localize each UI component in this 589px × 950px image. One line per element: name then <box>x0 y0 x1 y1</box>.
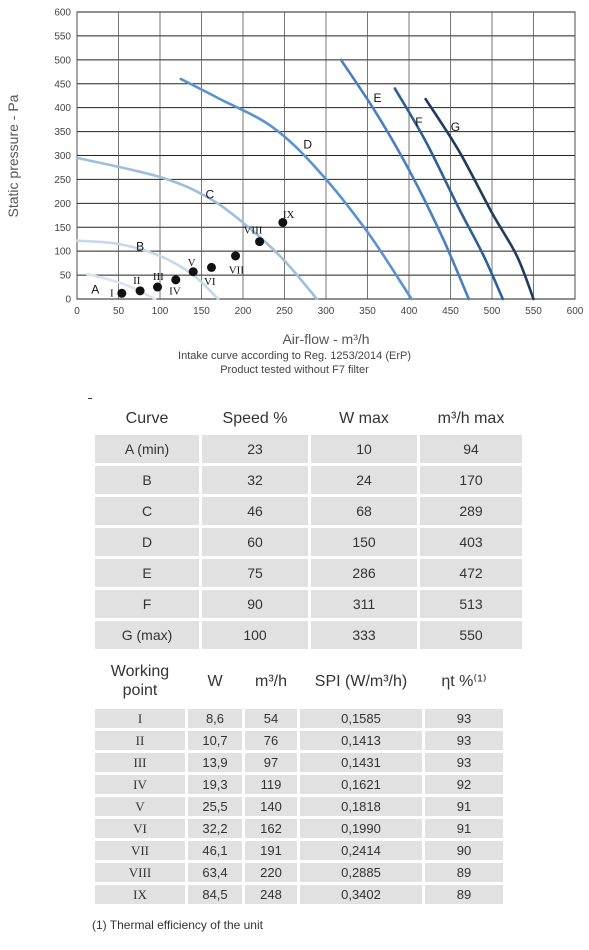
table-cell: 32,2 <box>188 819 242 838</box>
working-point-marker <box>117 289 126 298</box>
x-tick-label: 350 <box>359 306 376 317</box>
divider-tick <box>88 398 92 399</box>
working-point-marker <box>207 263 216 272</box>
table-cell: 0,1585 <box>300 709 422 728</box>
table-row <box>95 709 503 728</box>
curve-table-header-cell: m³/h max <box>420 405 522 432</box>
table-cell: 10 <box>311 435 417 463</box>
table-cell: 311 <box>311 590 417 618</box>
x-tick-label: 150 <box>193 306 210 317</box>
y-tick-label: 600 <box>54 7 71 19</box>
table-cell: 97 <box>245 753 297 772</box>
table-cell: 13,9 <box>188 753 242 772</box>
x-tick-label: 550 <box>525 306 542 317</box>
y-tick-label: 400 <box>54 103 71 115</box>
curve-table-header <box>95 405 522 432</box>
table-row <box>95 863 503 882</box>
table-row <box>95 435 522 463</box>
working-point-header-cell: Working point <box>95 656 185 706</box>
table-cell: II <box>95 731 185 750</box>
working-point-header-cell: ηt %⁽¹⁾ <box>425 656 503 706</box>
table-cell: B <box>95 466 199 494</box>
working-point-label: VI <box>203 275 216 288</box>
curve-label-a: A <box>91 282 100 297</box>
y-tick-label: 200 <box>54 198 71 210</box>
table-row <box>95 621 522 649</box>
table-cell: 76 <box>245 731 297 750</box>
x-tick-label: 500 <box>483 306 501 317</box>
table-cell: 0,2414 <box>300 841 422 860</box>
table-cell: IV <box>95 775 185 794</box>
table-cell: A (min) <box>95 435 199 463</box>
curve-label-e: E <box>373 91 382 106</box>
x-tick-label: 50 <box>112 306 125 317</box>
working-point-label: IV <box>169 285 181 298</box>
working-point-label: V <box>187 257 196 270</box>
y-tick-label: 300 <box>54 151 71 162</box>
table-row <box>95 797 503 816</box>
table-cell: 100 <box>202 621 308 649</box>
working-point-label: II <box>133 274 141 287</box>
y-axis-title: Static pressure - Pa <box>5 94 21 218</box>
x-tick-label: 450 <box>442 306 459 317</box>
x-tick-label: 300 <box>317 306 335 317</box>
table-cell: 10,7 <box>188 731 242 750</box>
table-cell: 46,1 <box>188 841 242 860</box>
table-cell: D <box>95 528 199 556</box>
table-cell: C <box>95 497 199 525</box>
table-row <box>95 466 522 494</box>
x-tick-label: 400 <box>400 306 418 317</box>
table-cell: VIII <box>95 863 185 882</box>
table-cell: 91 <box>425 797 503 816</box>
table-cell: 60 <box>202 528 308 556</box>
table-row <box>95 559 522 587</box>
table-cell: 248 <box>245 885 297 904</box>
y-tick-label: 550 <box>54 31 71 43</box>
y-tick-label: 100 <box>54 246 71 258</box>
x-tick-label: 200 <box>234 306 252 317</box>
table-cell: 0,2885 <box>300 863 422 882</box>
static-pressure-chart <box>0 0 589 380</box>
working-point-header-cell: m³/h <box>245 656 297 706</box>
working-point-marker <box>171 275 180 284</box>
table-cell: VII <box>95 841 185 860</box>
table-row <box>95 819 503 838</box>
table-cell: I <box>95 709 185 728</box>
table-cell: 550 <box>420 621 522 649</box>
working-point-marker <box>136 286 145 295</box>
y-tick-label: 50 <box>59 270 71 282</box>
table-cell: III <box>95 753 185 772</box>
y-tick-labels <box>54 8 71 306</box>
table-cell: 19,3 <box>188 775 242 794</box>
table-row <box>95 885 503 904</box>
y-tick-label: 250 <box>54 174 71 186</box>
y-tick-label: 350 <box>54 127 71 139</box>
curve-label-g: G <box>450 119 461 134</box>
working-point-header-cell: W <box>188 656 242 706</box>
table-cell: 54 <box>245 709 297 728</box>
table-row <box>95 841 503 860</box>
table-cell: 63,4 <box>188 863 242 882</box>
table-cell: 333 <box>311 621 417 649</box>
curve-table-header-cell: Curve <box>95 405 199 432</box>
working-point-label: IX <box>282 208 295 221</box>
table-cell: 92 <box>425 775 503 794</box>
table-cell: 93 <box>425 731 503 750</box>
table-cell: 25,5 <box>188 797 242 816</box>
working-point-header-cell: SPI (W/m³/h) <box>300 656 422 706</box>
table-cell: 94 <box>420 435 522 463</box>
working-point-marker <box>231 251 240 260</box>
table-cell: 89 <box>425 863 503 882</box>
working-point-label: I <box>110 287 114 300</box>
table-cell: 472 <box>420 559 522 587</box>
table-cell: 220 <box>245 863 297 882</box>
table-row <box>95 590 522 618</box>
x-tick-label: 100 <box>151 306 169 317</box>
working-point-table <box>92 653 506 907</box>
curve-label-b: B <box>136 239 145 254</box>
curve-label-f: F <box>415 115 423 130</box>
table-cell: 0,1621 <box>300 775 422 794</box>
table-cell: 289 <box>420 497 522 525</box>
table-row <box>95 775 503 794</box>
curve-table <box>92 402 525 652</box>
table-cell: 191 <box>245 841 297 860</box>
table-cell: 46 <box>202 497 308 525</box>
table-cell: 90 <box>202 590 308 618</box>
caption-line-2: Product tested without F7 filter <box>220 364 369 376</box>
table-cell: 170 <box>420 466 522 494</box>
table-cell: 0,1413 <box>300 731 422 750</box>
y-tick-label: 500 <box>54 55 71 67</box>
table-cell: 93 <box>425 753 503 772</box>
table-row <box>95 497 522 525</box>
working-point-label: VIII <box>243 224 263 237</box>
table-cell: 23 <box>202 435 308 463</box>
working-point-marker <box>153 283 162 292</box>
table-cell: 513 <box>420 590 522 618</box>
table-cell: 140 <box>245 797 297 816</box>
table-cell: 32 <box>202 466 308 494</box>
y-tick-label: 450 <box>54 79 71 91</box>
curve-table-header-cell: Speed % <box>202 405 308 432</box>
table-cell: 89 <box>425 885 503 904</box>
y-tick-label: 150 <box>54 222 71 234</box>
x-tick-labels <box>74 306 584 317</box>
curve-table-header-cell: W max <box>311 405 417 432</box>
chart-grid <box>77 12 575 299</box>
table-cell: 90 <box>425 841 503 860</box>
table-cell: 403 <box>420 528 522 556</box>
x-axis-title: Air-flow - m³/h <box>282 331 370 347</box>
table-cell: E <box>95 559 199 587</box>
table-row <box>95 753 503 772</box>
table-cell: 162 <box>245 819 297 838</box>
table-cell: 24 <box>311 466 417 494</box>
table-cell: VI <box>95 819 185 838</box>
working-point-label: VII <box>228 264 245 277</box>
table-cell: F <box>95 590 199 618</box>
working-point-marker <box>255 237 264 246</box>
table-cell: 68 <box>311 497 417 525</box>
table-cell: 93 <box>425 709 503 728</box>
caption-line-1: Intake curve according to Reg. 1253/2014 (ErP) <box>178 350 411 362</box>
table-cell: 119 <box>245 775 297 794</box>
y-tick-label: 0 <box>65 294 71 306</box>
table-cell: 0,1818 <box>300 797 422 816</box>
table-cell: 0,3402 <box>300 885 422 904</box>
table-cell: 8,6 <box>188 709 242 728</box>
curve-label-c: C <box>205 187 215 202</box>
table-cell: 286 <box>311 559 417 587</box>
table-cell: 150 <box>311 528 417 556</box>
working-point-table-header <box>95 656 503 706</box>
x-tick-label: 250 <box>276 306 293 317</box>
curve-label-d: D <box>303 137 313 152</box>
table-cell: 0,1431 <box>300 753 422 772</box>
table-cell: 0,1990 <box>300 819 422 838</box>
table-cell: G (max) <box>95 621 199 649</box>
x-tick-label: 0 <box>74 306 80 317</box>
table-cell: IX <box>95 885 185 904</box>
x-tick-label: 600 <box>566 306 584 317</box>
footnote: (1) Thermal efficiency of the unit <box>92 918 263 932</box>
table-cell: 75 <box>202 559 308 587</box>
table-cell: V <box>95 797 185 816</box>
table-row <box>95 528 522 556</box>
table-cell: 91 <box>425 819 503 838</box>
table-row <box>95 731 503 750</box>
table-cell: 84,5 <box>188 885 242 904</box>
working-point-label: III <box>152 271 164 284</box>
